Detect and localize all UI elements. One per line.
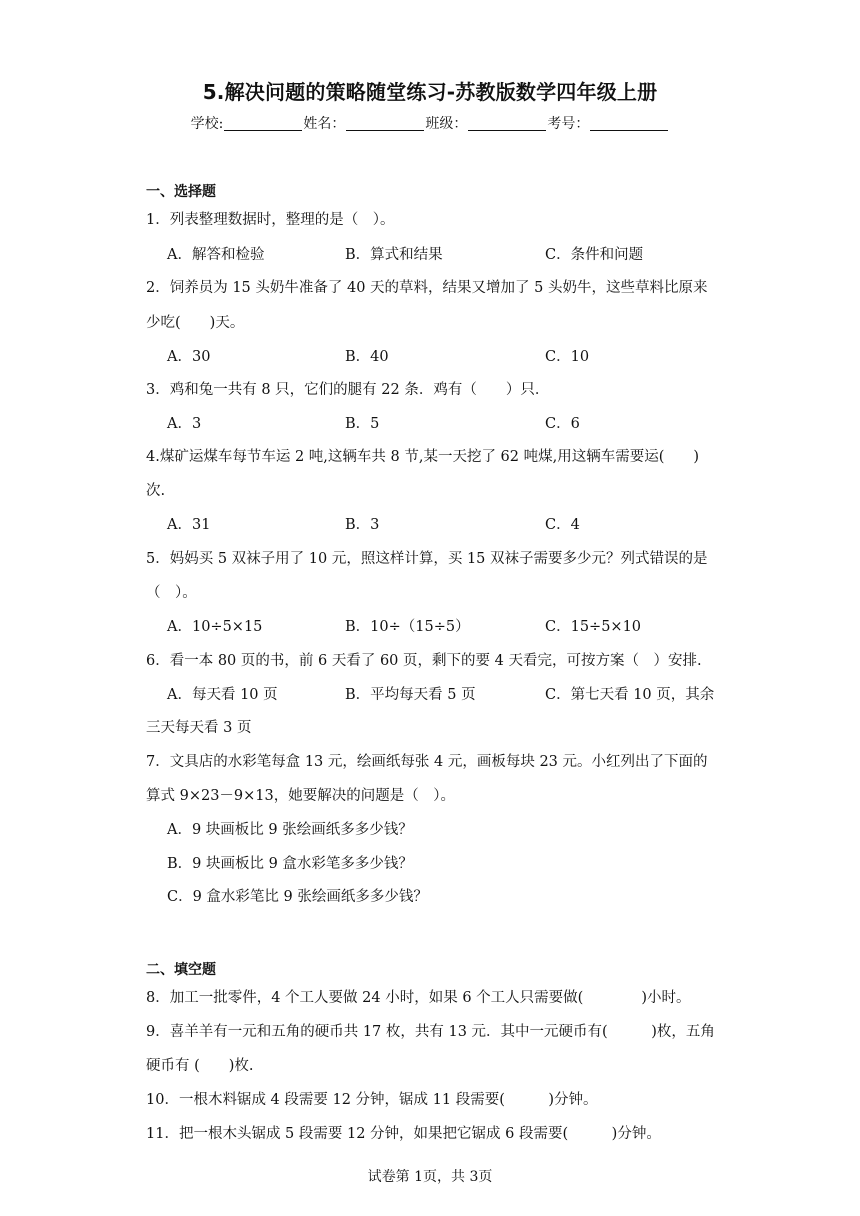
q7-option-a: A．9 块画板比 9 张绘画纸多多少钱？ — [167, 822, 413, 838]
question-7-line1: 7．文具店的水彩笔每盒 13 元，绘画纸每张 4 元，画板每块 23 元。小红列出了下面的 — [146, 754, 708, 770]
question-11: 11．把一根木头锯成 5 段需要 12 分钟，如果把它锯成 6 段需要( )分钟。 — [146, 1126, 661, 1142]
question-2-line1: 2．饲养员为 15 头奶牛准备了 40 天的草料，结果又增加了 5 头奶牛，这些草料比原来 — [146, 280, 708, 296]
question-9-line1: 9．喜羊羊有一元和五角的硬币共 17 枚，共有 13 元．其中一元硬币有( )枚，五角 — [146, 1024, 715, 1040]
question-3: 3．鸡和兔一共有 8 只，它们的腿有 22 条．鸡有（ ）只． — [146, 382, 550, 398]
q3-option-a: A．3 — [167, 416, 202, 432]
q2-option-b: B．40 — [345, 349, 389, 365]
question-6: 6．看一本 80 页的书，前 6 天看了 60 页，剩下的要 4 天看完，可按方案（ ）安排. — [146, 653, 702, 669]
question-8: 8．加工一批零件，4 个工人要做 24 小时，如果 6 个工人只需要做( )小时。 — [146, 990, 691, 1006]
q5-option-b: B．10÷（15÷5） — [345, 619, 470, 635]
q4-option-b: B．3 — [345, 517, 380, 533]
question-4-line2: 次. — [146, 483, 166, 499]
q3-option-c: C．6 — [545, 416, 580, 432]
question-5-line1: 5．妈妈买 5 双袜子用了 10 元，照这样计算，买 15 双袜子需要多少元？列式错误的是 — [146, 551, 708, 567]
q4-option-c: C．4 — [545, 517, 580, 533]
page-footer: 试卷第 1页，共 3页 — [367, 1169, 493, 1185]
question-1: 1．列表整理数据时，整理的是（ ）。 — [146, 212, 395, 228]
q5-option-c: C．15÷5×10 — [545, 619, 642, 635]
exam-number-label: 考号： — [547, 116, 590, 132]
q7-option-b: B．9 块画板比 9 盒水彩笔多多少钱？ — [167, 856, 413, 872]
name-blank — [346, 116, 424, 131]
section-heading-choice: 一、选择题 — [146, 184, 216, 200]
question-10: 10．一根木料锯成 4 段需要 12 分钟，锯成 11 段需要( )分钟。 — [146, 1092, 598, 1108]
school-blank — [224, 116, 302, 131]
exam-number-blank — [590, 116, 668, 131]
q2-option-c: C．10 — [545, 349, 590, 365]
student-info-line — [0, 113, 860, 133]
class-blank — [468, 116, 546, 131]
q6-option-c: C．第七天看 10 页，其余 — [545, 687, 715, 703]
q1-option-a: A．解答和检验 — [167, 247, 265, 263]
question-2-line2: 少吃( )天。 — [146, 315, 245, 331]
q6-option-b: B．平均每天看 5 页 — [345, 687, 476, 703]
q1-option-c: C．条件和问题 — [545, 247, 644, 263]
name-label: 姓名： — [303, 116, 346, 132]
q7-option-c: C．9 盒水彩笔比 9 张绘画纸多多少钱？ — [167, 889, 428, 905]
class-label: 班级： — [425, 116, 468, 132]
school-label: 学校: — [190, 116, 224, 132]
question-9-line2: 硬币有 ( )枚. — [146, 1058, 254, 1074]
question-7-line2: 算式 9×23－9×13，她要解决的问题是（ ）。 — [146, 788, 456, 804]
question-5-line2: （ ）。 — [146, 585, 197, 601]
q5-option-a: A．10÷5×15 — [167, 619, 263, 635]
q1-option-b: B．算式和结果 — [345, 247, 443, 263]
question-4-line1: 4.煤矿运煤车每节车运 2 吨,这辆车共 8 节,某一天挖了 62 吨煤,用这辆车需要运( ) — [146, 449, 700, 465]
q6-option-a: A．每天看 10 页 — [167, 687, 278, 703]
q3-option-b: B．5 — [345, 416, 380, 432]
q2-option-a: A．30 — [167, 349, 211, 365]
page-title: 5.解决问题的策略随堂练习-苏教版数学四年级上册 — [202, 80, 658, 104]
section-heading-fill: 二、填空题 — [146, 962, 216, 978]
q4-option-a: A．31 — [167, 517, 211, 533]
q6-option-c-continued: 三天每天看 3 页 — [146, 720, 252, 736]
